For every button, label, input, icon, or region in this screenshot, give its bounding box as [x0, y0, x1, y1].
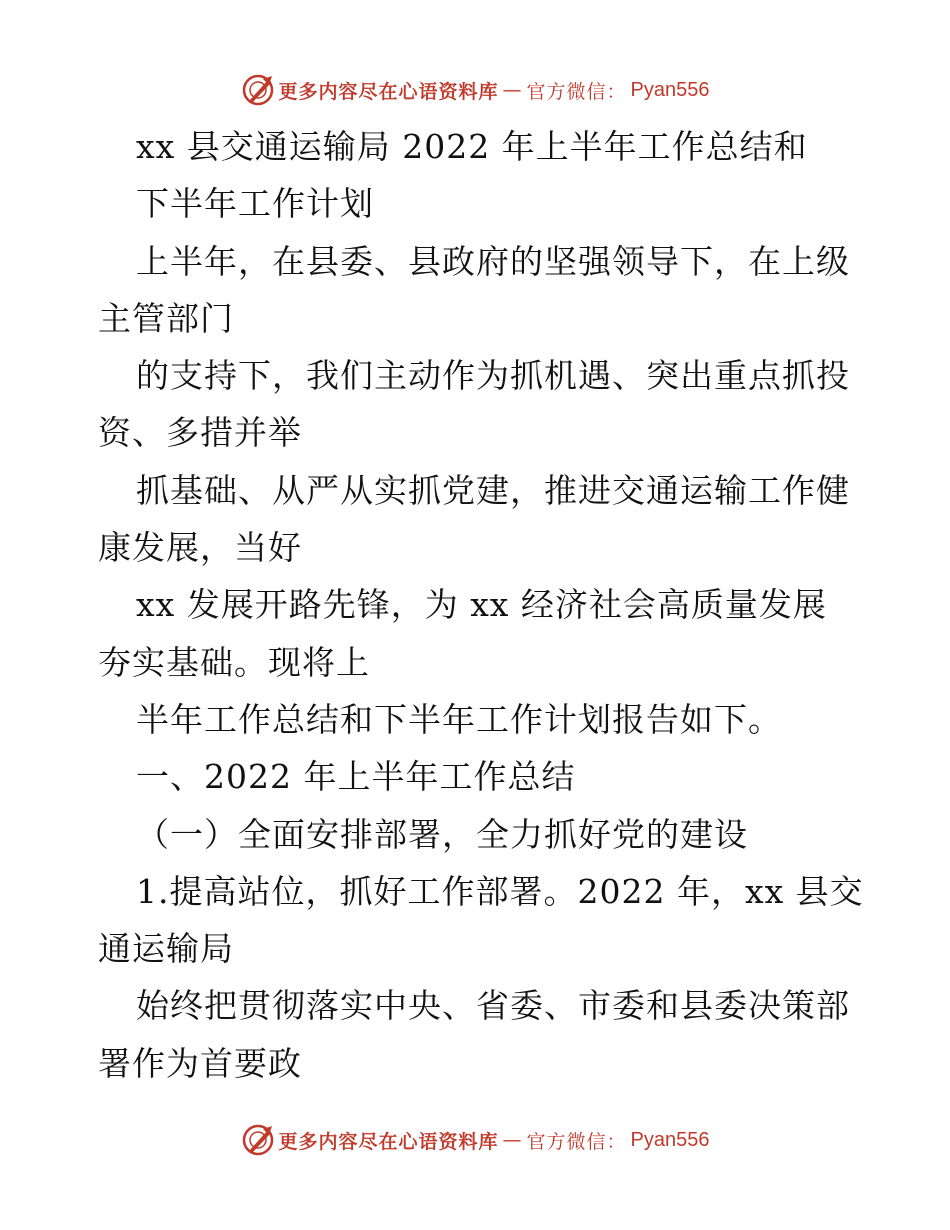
title-line-2: 下半年工作计划 — [136, 184, 374, 224]
paragraph-line: 康发展，当好 — [98, 528, 302, 568]
paragraph-line: 的支持下，我们主动作为抓机遇、突出重点抓投 — [136, 356, 850, 396]
paragraph-line: 署作为首要政 — [98, 1043, 302, 1083]
paragraph-line: 1.提高站位，抓好工作部署。2022 年，xx 县交 — [136, 871, 864, 911]
paragraph-line: xx 发展开路先锋，为 xx 经济社会高质量发展 — [136, 585, 827, 625]
watermark-footer — [0, 1120, 950, 1160]
paragraph-line: 始终把贯彻落实中央、省委、市委和县委决策部 — [136, 986, 850, 1026]
paragraph-line: 夯实基础。现将上 — [98, 642, 370, 682]
watermark-main-text: 更多内容尽在心语资料库 — [278, 1130, 499, 1153]
section-heading: 一、2022 年上半年工作总结 — [136, 757, 576, 797]
watermark-sub-text: 官方微信： — [526, 80, 627, 103]
paragraph-line: 资、多措并举 — [98, 413, 302, 453]
watermark-dash: — — [502, 79, 523, 101]
paragraph-line: 抓基础、从严从实抓党建，推进交通运输工作健 — [136, 470, 850, 510]
paragraph-line: 上半年，在县委、县政府的坚强领导下，在上级 — [136, 241, 850, 281]
watermark-main-text: 更多内容尽在心语资料库 — [278, 80, 499, 103]
brush-logo-icon — [241, 1123, 275, 1157]
watermark-wechat-id: Pyan556 — [630, 1128, 710, 1151]
document-body — [98, 118, 864, 1092]
paragraph-line: 主管部门 — [98, 298, 234, 338]
watermark-wechat-id: Pyan556 — [630, 78, 710, 101]
subsection-heading: （一）全面安排部署，全力抓好党的建设 — [136, 814, 748, 854]
watermark-dash: — — [502, 1129, 523, 1151]
watermark-header — [0, 70, 950, 110]
watermark-sub-text: 官方微信： — [526, 1130, 627, 1153]
paragraph-line: 通运输局 — [98, 929, 234, 969]
paragraph-line: 半年工作总结和下半年工作计划报告如下。 — [136, 699, 782, 739]
title-line-1: xx 县交通运输局 2022 年上半年工作总结和 — [136, 127, 808, 166]
brush-logo-icon — [241, 73, 275, 107]
